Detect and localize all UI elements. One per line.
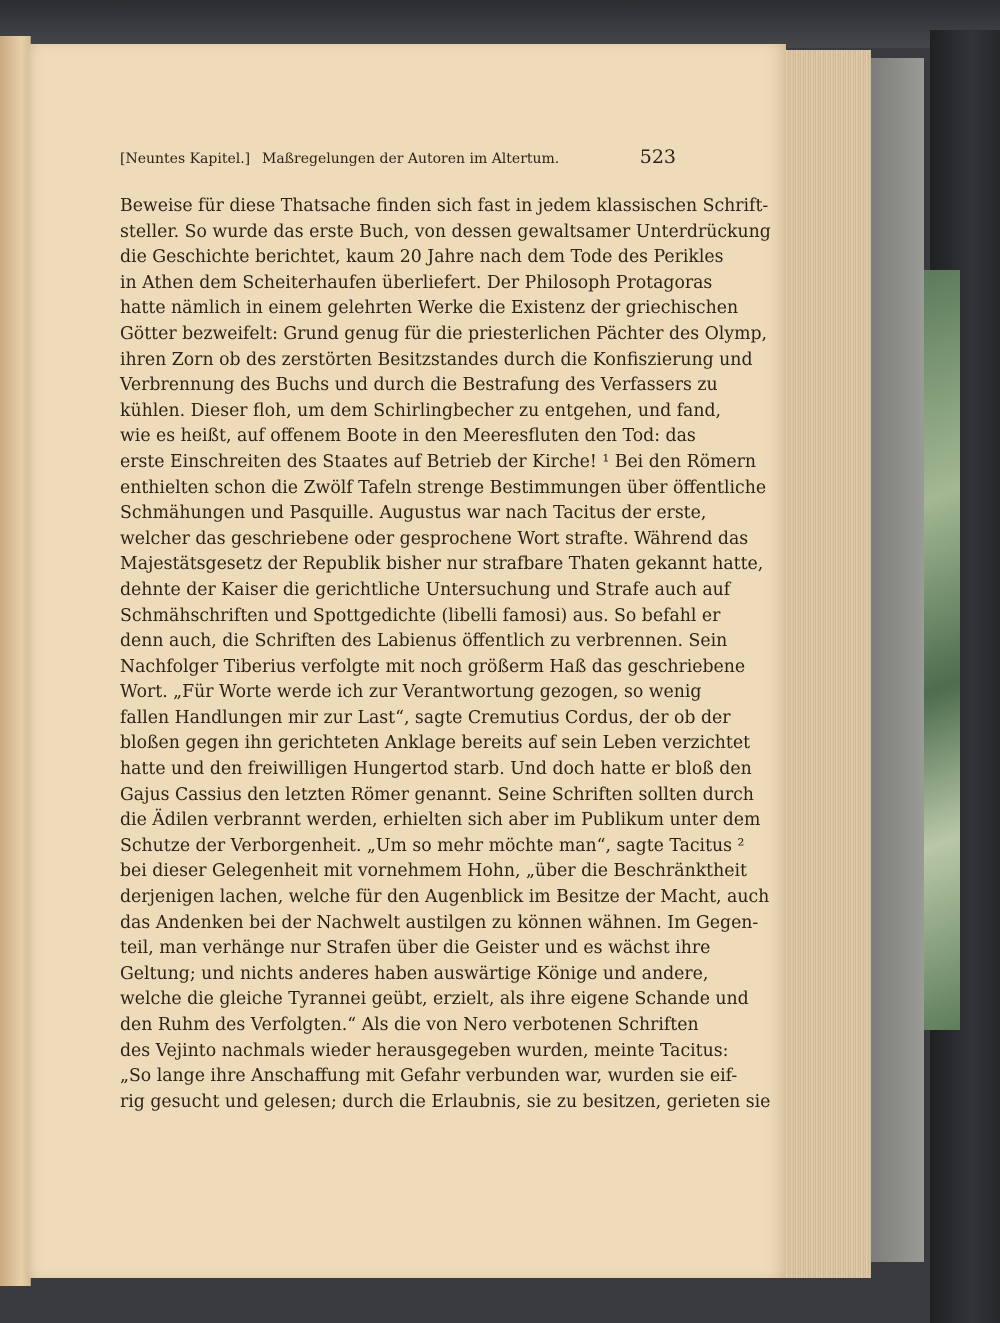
text-line: Götter bezweifelt: Grund genug für die priesterlichen Pächter des Olymp, bbox=[120, 323, 768, 344]
text-line: welche die gleiche Tyrannei geübt, erzielt, als ihre eigene Schande und bbox=[120, 989, 749, 1010]
text-line: welcher das geschriebene oder gesprochene Wort strafte. Während das bbox=[120, 528, 749, 549]
body-text bbox=[120, 194, 771, 1115]
text-line: denn auch, die Schriften des Labienus öffentlich zu verbrennen. Sein bbox=[120, 631, 728, 652]
text-line: die Ädilen verbrannt werden, erhielten sich aber im Publikum unter dem bbox=[120, 810, 761, 831]
text-line: hatte und den freiwilligen Hungertod starb. Und doch hatte er bloß den bbox=[120, 759, 752, 780]
text-line: fallen Handlungen mir zur Last“, sagte Cremutius Cordus, der ob der bbox=[120, 707, 731, 728]
text-line: das Andenken bei der Nachwelt austilgen zu können wähnen. Im Gegen- bbox=[120, 912, 759, 933]
text-line: wie es heißt, auf offenem Boote in den Meeresfluten den Tod: das bbox=[120, 426, 696, 447]
text-line: den Ruhm des Verfolgten.“ Als die von Nero verbotenen Schriften bbox=[120, 1015, 699, 1035]
text-line: „So lange ihre Anschaffung mit Gefahr verbunden war, wurden sie eif- bbox=[120, 1066, 738, 1087]
text-line: enthielten schon die Zwölf Tafeln strenge Bestimmungen über öffentliche bbox=[120, 477, 767, 498]
text-line: teil, man verhänge nur Strafen über die Geister und es wächst ihre bbox=[120, 938, 711, 959]
page-edges bbox=[784, 50, 871, 1278]
text-line: Verbrennung des Buchs und durch die Bestrafung des Verfassers zu bbox=[120, 375, 718, 396]
text-line: Wort. „Für Worte werde ich zur Verantwortung gezogen, so wenig bbox=[120, 682, 702, 703]
text-line: derjenigen lachen, welche für den Augenblick im Besitze der Macht, auch bbox=[120, 887, 770, 908]
text-line: die Geschichte berichtet, kaum 20 Jahre nach dem Tode des Perikles bbox=[120, 247, 724, 268]
text-line: Schmähschriften und Spottgedichte (libelli famosi) aus. So befahl er bbox=[120, 605, 721, 626]
running-title: Maßregelungen der Autoren im Altertum. bbox=[262, 151, 560, 167]
text-line: kühlen. Dieser floh, um dem Schirlingbecher zu entgehen, und fand, bbox=[120, 400, 722, 421]
text-line: hatte nämlich in einem gelehrten Werke die Existenz der griechischen bbox=[120, 298, 739, 319]
text-line: erste Einschreiten des Staates auf Betrieb der Kirche! ¹ Bei den Römern bbox=[120, 451, 757, 472]
text-line: Schmähungen und Pasquille. Augustus war nach Tacitus der erste, bbox=[120, 503, 707, 524]
text-line: rig gesucht und gelesen; durch die Erlaubnis, sie zu besitzen, gerieten sie bbox=[120, 1091, 771, 1112]
text-line: des Vejinto nachmals wieder herausgegeben wurden, meinte Tacitus: bbox=[120, 1040, 729, 1061]
marbled-endpaper bbox=[920, 270, 960, 1030]
text-line: Majestätsgesetz der Republik bisher nur strafbare Thaten gekannt hatte, bbox=[120, 554, 764, 575]
text-line: Geltung; und nichts anderes haben auswärtige Könige und andere, bbox=[120, 963, 709, 984]
text-line: in Athen dem Scheiterhaufen überliefert. Der Philosoph Protagoras bbox=[120, 272, 713, 293]
back-board bbox=[868, 58, 924, 1262]
text-line: Nachfolger Tiberius verfolgte mit noch größerm Haß das geschriebene bbox=[120, 656, 746, 677]
text-line: dehnte der Kaiser die gerichtliche Untersuchung und Strafe auch auf bbox=[120, 579, 731, 600]
running-header bbox=[120, 146, 676, 176]
text-line: Beweise für diese Thatsache finden sich fast in jedem klassischen Schrift- bbox=[120, 196, 769, 216]
text-line: bei dieser Gelegenheit mit vornehmem Hohn, „über die Beschränktheit bbox=[120, 861, 747, 882]
text-line: ihren Zorn ob des zerstörten Besitzstandes durch die Konfiszierung und bbox=[120, 349, 753, 370]
text-line: bloßen gegen ihn gerichteten Anklage bereits auf sein Leben verzichtet bbox=[120, 733, 751, 754]
text-line: steller. So wurde das erste Buch, von dessen gewaltsamer Unterdrückung bbox=[120, 221, 771, 242]
left-page-edge bbox=[0, 36, 31, 1286]
chapter-label: [Neuntes Kapitel.] bbox=[120, 151, 251, 167]
page-number: 523 bbox=[639, 146, 676, 168]
text-line: Gajus Cassius den letzten Römer genannt. Seine Schriften sollten durch bbox=[120, 784, 754, 805]
book-cover-top bbox=[0, 0, 1000, 48]
text-line: Schutze der Verborgenheit. „Um so mehr möchte man“, sagte Tacitus ² bbox=[120, 835, 745, 856]
